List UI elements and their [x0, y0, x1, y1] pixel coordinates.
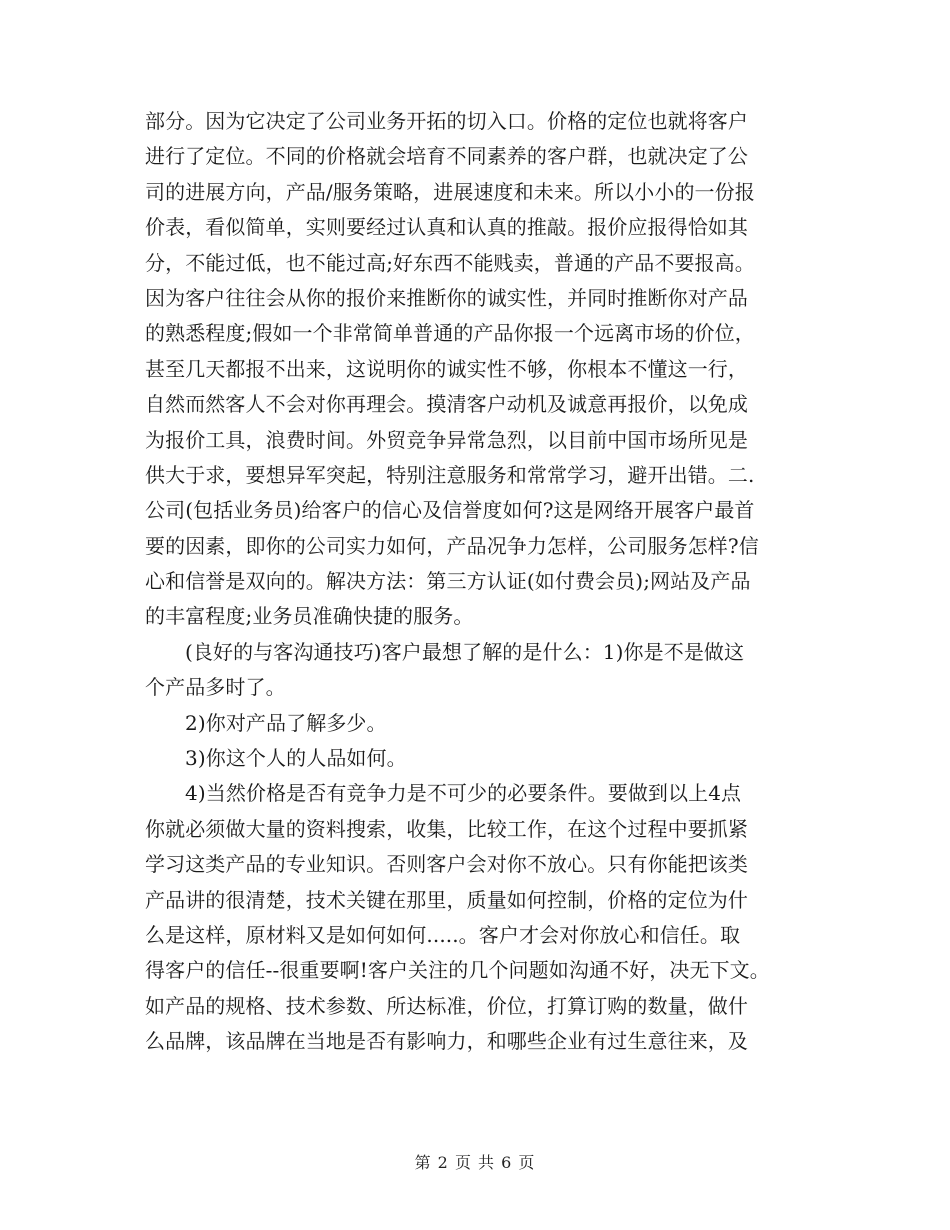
text-line: 得客户的信任--很重要啊!客户关注的几个问题如沟通不好，决无下文。 [145, 958, 770, 983]
text-line: 么品牌，该品牌在当地是否有影响力，和哪些企业有过生意往来，及 [145, 1029, 748, 1054]
body-text [145, 104, 820, 1060]
text-line: 价表，看似简单，实则要经过认真和认真的推敲。报价应报得恰如其 [145, 215, 748, 240]
text-line: 进行了定位。不同的价格就会培育不同素养的客户群，也就决定了公 [145, 144, 748, 169]
text-line: 因为客户往往会从你的报价来推断你的诚实性，并同时推断你对产品 [145, 285, 748, 310]
text-line: 甚至几天都报不出来，这说明你的诚实性不够，你根本不懂这一行， [145, 356, 748, 381]
page-footer: 第 2 页 共 6 页 [414, 1153, 536, 1172]
text-line: 个产品多时了。 [145, 675, 286, 700]
text-line: 4)当然价格是否有竞争力是不可少的必要条件。要做到以上4点 [185, 781, 742, 806]
text-line: 产品讲的很清楚，技术关键在那里，质量如何控制，价格的定位为什 [145, 887, 748, 912]
text-line: 分，不能过低，也不能过高;好东西不能贱卖，普通的产品不要报高。 [145, 250, 755, 275]
text-line: 学习这类产品的专业知识。否则客户会对你不放心。只有你能把该类 [145, 852, 748, 877]
text-line: 么是这样，原材料又是如何如何.....。客户才会对你放心和信任。取 [145, 922, 741, 947]
text-line: 3)你这个人的人品如何。 [185, 746, 407, 771]
text-line: 部分。因为它决定了公司业务开拓的切入口。价格的定位也就将客户 [145, 109, 748, 133]
text-line: 为报价工具，浪费时间。外贸竞争异常急烈，以目前中国市场所见是 [145, 427, 748, 452]
text-line: 公司(包括业务员)给客户的信心及信誉度如何?这是网络开展客户最首 [145, 498, 755, 523]
text-line: 你就必须做大量的资料搜索，收集，比较工作，在这个过程中要抓紧 [145, 816, 748, 841]
text-line: 自然而然客人不会对你再理会。摸清客户动机及诚意再报价，以免成 [145, 392, 748, 417]
text-line: 2)你对产品了解多少。 [185, 710, 387, 735]
text-line: 的熟悉程度;假如一个非常简单普通的产品你报一个远离市场的价位， [145, 321, 755, 346]
text-line: (良好的与客沟通技巧)客户最想了解的是什么：1)你是不是做这 [185, 639, 745, 664]
text-line: 司的进展方向，产品/服务策略，进展速度和未来。所以小小的一份报 [145, 179, 755, 204]
text-line: 要的因素，即你的公司实力如何，产品况争力怎样，公司服务怎样?信 [145, 533, 759, 558]
text-line: 供大于求，要想异军突起，特别注意服务和常常学习，避开出错。二. [145, 462, 755, 487]
text-line: 心和信誉是双向的。解决方法：第三方认证(如付费会员);网站及产品 [145, 569, 751, 594]
text-line: 的丰富程度;业务员准确快捷的服务。 [145, 604, 474, 629]
text-line: 如产品的规格、技术参数、所达标准，价位，打算订购的数量，做什 [145, 993, 748, 1018]
